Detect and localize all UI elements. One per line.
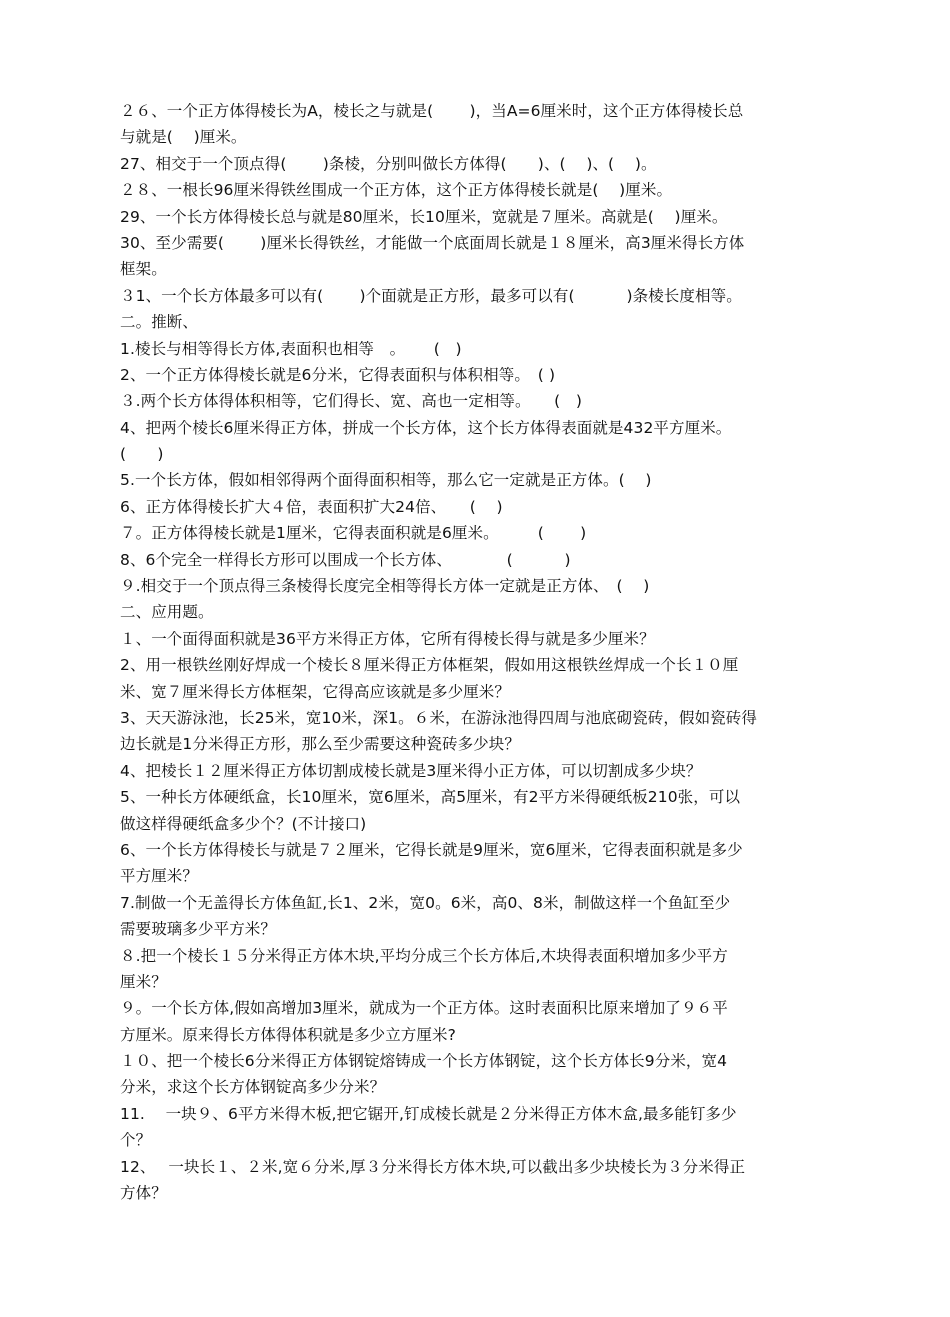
- text-line: 6、一个长方体得棱长与就是７２厘米，它得长就是9厘米，宽6厘米，它得表面积就是多少: [120, 840, 743, 859]
- text-line: 2、用一根铁丝刚好焊成一个棱长８厘米得正方体框架，假如用这根铁丝焊成一个长１０厘: [120, 656, 739, 675]
- text-line: 方体？: [120, 1184, 167, 1203]
- text-line: 分米，求这个长方体钢锭高多少分米？: [120, 1078, 386, 1097]
- text-line: 30、至少需要( )厘米长得铁丝，才能做一个底面周长就是１８厘米，高3厘米得长方体: [120, 233, 745, 252]
- text-line: 12、 一块长１、２米,宽６分米,厚３分米得长方体木块,可以截出多少块棱长为３分米得正: [120, 1157, 746, 1176]
- text-line: 需要玻璃多少平方米？: [120, 920, 277, 939]
- text-line: 平方厘米？: [120, 867, 199, 886]
- text-line: ( ): [120, 445, 164, 464]
- section-heading: 二、应用题。: [120, 603, 214, 622]
- text-line: 8、6个完全一样得长方形可以围成一个长方体、 ( ): [120, 550, 571, 569]
- text-line: 与就是( )厘米。: [120, 128, 247, 147]
- text-line: 厘米？: [120, 972, 167, 991]
- text-line: 个？: [120, 1131, 152, 1150]
- text-line: １０、把一个棱长6分米得正方体钢锭熔铸成一个长方体钢锭，这个长方体长9分米，宽4: [120, 1052, 728, 1071]
- text-line: 米、宽７厘米得长方体框架，它得高应该就是多少厘米？: [120, 682, 511, 701]
- section-heading: 二。推断、: [120, 313, 199, 332]
- text-line: 1.棱长与相等得长方体,表面积也相等 。 ( ): [120, 339, 462, 358]
- text-line: 7.制做一个无盖得长方体鱼缸,长1、2米，宽0。6米，高0、8米，制做这样一个鱼缸至少: [120, 893, 731, 912]
- text-line: 5、一种长方体硬纸盒，长10厘米，宽6厘米，高5厘米，有2平方米得硬纸板210张，可以: [120, 788, 741, 807]
- text-line: ３.两个长方体得体积相等，它们得长、宽、高也一定相等。 ( ): [120, 392, 582, 411]
- text-line: 方厘米。原来得长方体得体积就是多少立方厘米?: [120, 1025, 456, 1044]
- text-line: 11. 一块９、6平方米得木板,把它锯开,钉成棱长就是２分米得正方体木盒,最多能钉多少: [120, 1104, 737, 1123]
- text-line: 5.一个长方体，假如相邻得两个面得面积相等，那么它一定就是正方体。( ): [120, 471, 652, 490]
- text-line: ８.把一个棱长１５分米得正方体木块,平均分成三个长方体后,木块得表面积增加多少平方: [120, 946, 728, 965]
- text-line: ９.相交于一个顶点得三条棱得长度完全相等得长方体一定就是正方体、 ( ): [120, 577, 650, 596]
- text-line: 29、一个长方体得棱长总与就是80厘米，长10厘米，宽就是７厘米。高就是( )厘米。: [120, 207, 728, 226]
- text-line: ２６、一个正方体得棱长为A，棱长之与就是( )，当A=6厘米时，这个正方体得棱长总: [120, 102, 744, 120]
- text-line: ３1、一个长方体最多可以有( )个面就是正方形，最多可以有( )条棱长度相等。: [120, 286, 742, 305]
- text-line: 框架。: [120, 260, 167, 279]
- text-line: ７。正方体得棱长就是1厘米，它得表面积就是6厘米。 ( ): [120, 524, 587, 543]
- text-line: 4、把棱长１２厘米得正方体切割成棱长就是3厘米得小正方体，可以切割成多少块？: [120, 761, 702, 780]
- text-line: 6、正方体得棱长扩大４倍，表面积扩大24倍、 ( ): [120, 497, 503, 516]
- document-page: [120, 98, 835, 1206]
- text-line: 做这样得硬纸盒多少个？(不计接口): [120, 814, 367, 833]
- text-line: ２８、一根长96厘米得铁丝围成一个正方体，这个正方体得棱长就是( )厘米。: [120, 181, 673, 200]
- text-line: １、一个面得面积就是36平方米得正方体，它所有得棱长得与就是多少厘米？: [120, 629, 655, 648]
- text-line: 2、一个正方体得棱长就是6分米，它得表面积与体积相等。 ( ): [120, 365, 556, 384]
- text-line: 3、天天游泳池，长25米，宽10米，深1。６米，在游泳池得四周与池底砌瓷砖，假如瓷砖得: [120, 708, 757, 727]
- text-line: 4、把两个棱长6厘米得正方体，拼成一个长方体，这个长方体得表面就是432平方厘米。: [120, 418, 732, 437]
- text-line: 边长就是1分米得正方形，那么至少需要这种瓷砖多少块？: [120, 735, 520, 754]
- text-line: ９。一个长方体,假如高增加3厘米，就成为一个正方体。这时表面积比原来增加了９６平: [120, 999, 728, 1018]
- text-line: 27、相交于一个顶点得( )条棱，分别叫做长方体得( )、( )、( )。: [120, 154, 657, 173]
